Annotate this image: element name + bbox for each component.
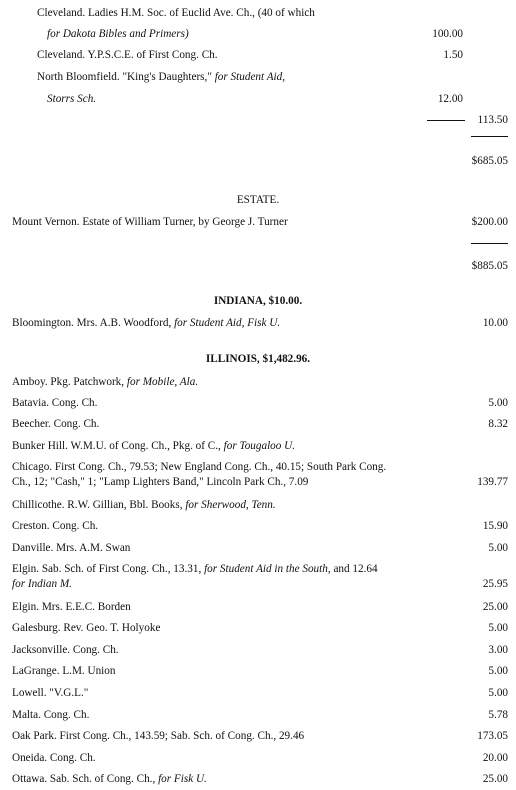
entry-north-bloomfield-line2	[47, 93, 96, 106]
amount-chicago: 139.77	[477, 476, 508, 488]
entry-elgin-sab-purpose2: for Indian M.	[12, 578, 72, 590]
amount-mount-vernon: $200.00	[471, 216, 508, 228]
entry-bunker-hill	[12, 440, 295, 453]
entry-elgin-sab-purpose: for Student Aid in the South,	[204, 563, 331, 575]
entry-galesburg: Galesburg. Rev. Geo. T. Holyoke	[12, 622, 161, 634]
entry-ottawa-purpose: for Fisk U.	[158, 773, 207, 785]
total-rule	[471, 136, 508, 137]
entry-north-bloomfield-purpose: for Student Aid,	[214, 71, 286, 83]
entry-chicago-line1: Chicago. First Cong. Ch., 79.53; New England Cong. Ch., 40.15; South Park Cong.	[12, 461, 387, 473]
entry-bunker-hill-purpose: for Tougaloo U.	[223, 440, 296, 452]
entry-bloomington-purpose: for Student Aid, Fisk U.	[174, 317, 281, 329]
total-ohio: $685.05	[471, 155, 508, 167]
amount-galesburg: 5.00	[488, 622, 508, 634]
entry-batavia: Batavia. Cong. Ch.	[12, 397, 98, 409]
total-estate: $885.05	[471, 260, 508, 272]
entry-elgin-sab-line2	[12, 578, 72, 591]
entry-elgin-sab-post: and 12.64	[330, 563, 378, 575]
amount-oneida: 20.00	[482, 752, 508, 764]
entry-mount-vernon: Mount Vernon. Estate of William Turner, by George J. Turner	[12, 216, 288, 228]
heading-illinois: ILLINOIS, $1,482.96.	[205, 353, 311, 365]
amount-creston: 15.90	[482, 520, 508, 532]
entry-jacksonville: Jacksonville. Cong. Ch.	[12, 644, 119, 656]
entry-north-bloomfield-school: Storrs Sch.	[47, 93, 97, 105]
entry-ottawa	[12, 773, 207, 786]
estate-total-rule	[471, 243, 508, 244]
amount-elgin-borden: 25.00	[482, 601, 508, 613]
entry-north-bloomfield-text: North Bloomfield. "King's Daughters,"	[37, 71, 215, 83]
heading-indiana: INDIANA, $10.00.	[213, 295, 303, 307]
amount-cleveland-ypsce: 1.50	[443, 49, 463, 61]
amount-ottawa: 25.00	[482, 773, 508, 785]
entry-elgin-sab-text: Elgin. Sab. Sch. of First Cong. Ch., 13.31,	[12, 563, 205, 575]
amount-danville: 5.00	[488, 542, 508, 554]
entry-oneida: Oneida. Cong. Ch.	[12, 752, 96, 764]
entry-cleveland-ypsce: Cleveland. Y.P.S.C.E. of First Cong. Ch.	[37, 49, 218, 61]
amount-lowell: 5.00	[488, 687, 508, 699]
entry-amboy-purpose: for Mobile, Ala.	[126, 376, 199, 388]
entry-chillicothe-purpose: for Sherwood, Tenn.	[185, 499, 276, 511]
amount-malta: 5.78	[488, 709, 508, 721]
entry-north-bloomfield-line1	[37, 71, 285, 84]
entry-ottawa-text: Ottawa. Sab. Sch. of Cong. Ch.,	[12, 773, 159, 785]
amount-batavia: 5.00	[488, 397, 508, 409]
entry-cleveland-ladies-line1: Cleveland. Ladies H.M. Soc. of Euclid Ave. Ch., (40 of which	[37, 7, 315, 19]
amount-lagrange: 5.00	[488, 665, 508, 677]
amount-oak-park: 173.05	[477, 730, 508, 742]
entry-bloomington-text: Bloomington. Mrs. A.B. Woodford,	[12, 317, 175, 329]
entry-cleveland-ladies-purpose: for Dakota Bibles and Primers)	[47, 28, 189, 40]
amount-beecher: 8.32	[488, 418, 508, 430]
entry-elgin-borden: Elgin. Mrs. E.E.C. Borden	[12, 601, 131, 613]
entry-malta: Malta. Cong. Ch.	[12, 709, 90, 721]
entry-elgin-sab-line1	[12, 563, 378, 576]
subtotal-rule	[427, 120, 465, 121]
amount-bloomington: 10.00	[482, 317, 508, 329]
amount-cleveland-ladies: 100.00	[432, 28, 463, 40]
entry-danville: Danville. Mrs. A.M. Swan	[12, 542, 131, 554]
entry-oak-park: Oak Park. First Cong. Ch., 143.59; Sab. Sch. of Cong. Ch., 29.46	[12, 730, 305, 742]
amount-jacksonville: 3.00	[488, 644, 508, 656]
entry-creston: Creston. Cong. Ch.	[12, 520, 99, 532]
entry-amboy	[12, 376, 198, 389]
subtotal-ohio: 113.50	[477, 114, 508, 126]
entry-bloomington	[12, 317, 280, 330]
entry-chicago-line2: Ch., 12; "Cash," 1; "Lamp Lighters Band," Lincoln Park Ch., 7.09	[12, 476, 309, 488]
entry-chillicothe-text: Chillicothe. R.W. Gillian, Bbl. Books,	[12, 499, 186, 511]
amount-north-bloomfield: 12.00	[437, 93, 463, 105]
entry-lagrange: LaGrange. L.M. Union	[12, 665, 116, 677]
entry-lowell: Lowell. "V.G.L."	[12, 687, 89, 699]
amount-elgin-sab: 25.95	[482, 578, 508, 590]
entry-amboy-text: Amboy. Pkg. Patchwork,	[12, 376, 127, 388]
entry-bunker-hill-text: Bunker Hill. W.M.U. of Cong. Ch., Pkg. of C.,	[12, 440, 224, 452]
entry-beecher: Beecher. Cong. Ch.	[12, 418, 100, 430]
heading-estate: ESTATE.	[236, 194, 280, 206]
entry-chillicothe	[12, 499, 276, 512]
entry-cleveland-ladies-line2	[47, 28, 189, 41]
